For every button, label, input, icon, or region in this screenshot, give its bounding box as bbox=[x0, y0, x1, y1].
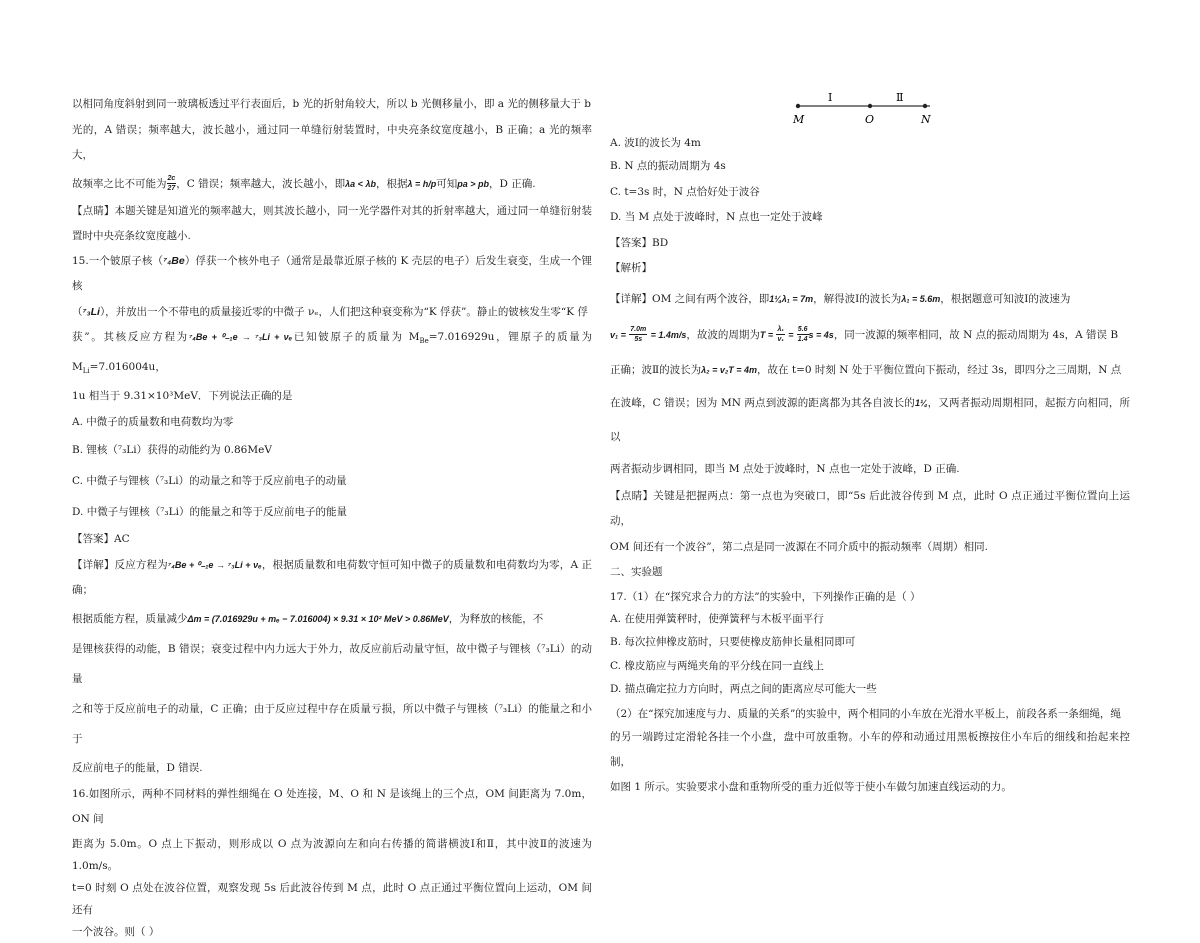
question-15-line: 1u 相当于 9.31×10³MeV．下列说法正确的是 bbox=[72, 390, 293, 403]
tip-paragraph: 【点睛】本题关键是知道光的频率越大，则其波长越小，同一光学器件对其的折射率越大，通过同一单缝衍射装置时中央亮条纹宽度越小. bbox=[72, 204, 592, 242]
detail-line: 【详解】反应方程为⁷₄Be + ⁰₋₁e → ⁷₃Li + νₑ，根据质量数和电荷数守恒可知中微子的质量数和电荷数均为零，A 正确； bbox=[72, 558, 593, 597]
rope-diagram bbox=[790, 90, 950, 128]
detail-line: 正确；波Ⅱ的波长为λ₂ = v₂T = 4m，故在 t=0 时刻 N 处于平衡位置向下振动，经过 3s，即四分之三周期，N 点 bbox=[610, 363, 1122, 376]
answer-16: 【答案】BD bbox=[610, 236, 669, 249]
fraction: $\frac{7.0m}{5s}$ bbox=[630, 326, 647, 343]
option-b: B. N 点的振动周期为 4s bbox=[610, 160, 726, 172]
math-expr: λ = h/p bbox=[407, 178, 437, 189]
detail-line: 之和等于反应前电子的动量，C 正确；由于反应过程中存在质量亏损，所以中微子与锂核（⁷₃Li）的能量之和小于 bbox=[72, 702, 592, 745]
isotope-be: ⁷₄Be bbox=[163, 254, 185, 267]
option-d: D. 中微子与锂核（⁷₃Li）的能量之和等于反应前电子的能量 bbox=[72, 506, 347, 519]
question-17-line: （2）在“探究加速度与力、质量的关系”的实验中，两个相同的小车放在光滑水平板上，前段各系一条细绳，绳 bbox=[610, 707, 1121, 720]
question-15-line: 15.一个铍原子核（⁷₄Be）俘获一个核外电子（通常是最靠近原子核的 K 壳层的电子）后发生衰变，生成一个锂核 bbox=[72, 249, 592, 300]
answer-15: 【答案】AC bbox=[72, 533, 130, 546]
reaction-equation: ⁷₄Be + ⁰₋₁e → ⁷₃Li + νₑ bbox=[188, 332, 293, 342]
point-n bbox=[923, 104, 927, 108]
reaction-equation: ⁷₄Be + ⁰₋₁e → ⁷₃Li + νₑ bbox=[167, 559, 262, 570]
label-wave-i: Ⅰ bbox=[828, 91, 833, 104]
analysis-heading: 【解析】 bbox=[610, 262, 652, 274]
option-c: C. 橡皮筋应与两绳夹角的平分线在同一直线上 bbox=[610, 660, 824, 672]
right-column bbox=[610, 92, 1130, 798]
math-expr: λ₂ = v₂T = 4m bbox=[701, 364, 758, 375]
point-o bbox=[868, 104, 872, 108]
point-m bbox=[796, 104, 800, 108]
option-d: D. 描点确定拉力方向时，两点之间的距离应尽可能大一些 bbox=[610, 683, 877, 695]
detail-line: 【详解】OM 之间有两个波谷，即1¼λ₁ = 7m，解得波Ⅰ的波长为λ₁ = 5.6m，根据题意可知波Ⅰ的波速为 bbox=[610, 292, 1071, 305]
detail-line: v₁ = $\frac{7.0m}{5s}$ = 1.4m/s，故波的周期为T = $\frac{\text{λ₁}}{\text{v₁}}$ = $\frac{5.6}{1.4}$ s = 4s，同一波源的频率相同，故 N 点的振动周期为 4s，A 错误 B bbox=[610, 326, 1119, 343]
detail-line: 两者振动步调相同，即当 M 点处于波峰时，N 点也一定处于波峰，D 正确. bbox=[610, 462, 960, 475]
label-m: M bbox=[793, 113, 805, 126]
text-line: 光的，A 错误；频率越大，波长越小，通过同一单缝衍射装置时，中央亮条纹宽度越小，B 正确；a 光的频率大， bbox=[72, 123, 592, 161]
left-column bbox=[72, 92, 592, 943]
question-16-line: 一个波谷。则（ ） bbox=[72, 925, 160, 938]
text-line bbox=[72, 169, 592, 199]
text-span: 故频率之比不可能为 bbox=[72, 177, 167, 190]
fraction: $\frac{5.6}{1.4}$ bbox=[797, 326, 808, 343]
math-expr: λa < λb bbox=[345, 178, 376, 189]
question-17-line: 的另一端跨过定滑轮各挂一个小盘，盘中可放重物。小车的停和动通过用黑板擦按住小车后的细线和抬起来控制， bbox=[610, 730, 1130, 768]
label-wave-ii: Ⅱ bbox=[896, 91, 904, 104]
text-line: 以相同角度斜射到同一玻璃板透过平行表面后，b 光的折射角较大，所以 b 光侧移量小，即 a 光的侧移量大于 b bbox=[72, 98, 591, 110]
question-16-line: t=0 时刻 O 点处在波谷位置，观察发现 5s 后此波谷传到 M 点，此时 O 点正通过平衡位置向上运动，OM 间还有 bbox=[72, 881, 592, 916]
tip-line: OM 间还有一个波谷”，第二点是同一波源在不同介质中的振动频率（周期）相同. bbox=[610, 540, 988, 553]
fraction: $\frac{2c}{27}$ bbox=[167, 175, 176, 192]
mass-defect-equation: Δm = (7.016929u + mₑ − 7.016004) × 9.31 × 10² MeV > 0.86MeV bbox=[187, 613, 449, 624]
question-15-line: （⁷₃Li），并放出一个不带电的质量接近零的中微子 νₑ，人们把这种衰变称为“K 俘获”。静止的铍核发生零“K 俘 bbox=[72, 300, 592, 326]
option-a: A. 在使用弹簧秤时，使弹簧秤与木板平面平行 bbox=[610, 612, 824, 625]
fraction: $\frac{\text{λ₁}}{\text{v₁}}$ bbox=[777, 326, 784, 343]
option-c: C. t=3s 时，N 点恰好处于波谷 bbox=[610, 185, 760, 198]
section-heading: 二、实验题 bbox=[610, 566, 663, 578]
text-span: ，根据 bbox=[375, 177, 408, 190]
label-n: N bbox=[921, 113, 931, 126]
math-expr: pa > pb bbox=[457, 178, 489, 189]
math-expr: λ₁ = 5.6m bbox=[901, 293, 941, 304]
option-b: B. 锂核（⁷₃Li）获得的动能约为 0.86MeV bbox=[72, 444, 272, 457]
option-d: D. 当 M 点处于波峰时，N 点也一定处于波峰 bbox=[610, 211, 823, 223]
text-span: ，D 正确. bbox=[488, 177, 536, 190]
question-16-line: 16.如图所示，两种不同材料的弹性细绳在 O 处连接，M、O 和 N 是该绳上的三个点，OM 间距离为 7.0m，ON 间 bbox=[72, 787, 592, 826]
text-span: ，C 错误；频率越大，波长越小，即 bbox=[176, 177, 346, 190]
detail-line: 根据质能方程，质量减少Δm = (7.016929u + mₑ − 7.016004) × 9.31 × 10² MeV > 0.86MeV，为释放的核能，不 bbox=[72, 612, 544, 625]
math-expr: 1¼ bbox=[914, 397, 928, 408]
label-o: O bbox=[865, 113, 875, 126]
option-c: C. 中微子与锂核（⁷₃Li）的动量之和等于反应前电子的动量 bbox=[72, 475, 347, 488]
option-a: A. 中微子的质量数和电荷数均为零 bbox=[72, 415, 234, 428]
option-a: A. 波Ⅰ的波长为 4m bbox=[610, 137, 701, 149]
question-16-line: 距离为 5.0m。O 点上下振动，则形成以 O 点为波源向左和向右传播的简谐横波Ⅰ和Ⅱ，其中波Ⅱ的波速为 1.0m/s。 bbox=[72, 837, 592, 872]
detail-line: 反应前电子的能量，D 错误. bbox=[72, 761, 203, 774]
detail-line: 是锂核获得的动能，B 错误；衰变过程中内力远大于外力，故反应前后动量守恒，故中微子与锂核（⁷₃Li）的动量 bbox=[72, 642, 592, 685]
question-17-line: 如图 1 所示。实验要求小盘和重物所受的重力近似等于使小车做匀加速直线运动的力。 bbox=[610, 780, 1012, 793]
question-15-line: 获”。其核反应方程为⁷₄Be + ⁰₋₁e → ⁷₃Li + νₑ已知铍原子的质量为 $M_{Be}=7.016929u$，锂原子的质量为 $M_{Li}=7.016004u$， bbox=[72, 331, 592, 375]
option-b: B. 每次拉伸橡皮筋时，只要使橡皮筋伸长量相同即可 bbox=[610, 635, 856, 648]
text-span: 可知 bbox=[436, 177, 458, 190]
question-17-line: 17.（1）在“探究求合力的方法”的实验中，下列操作正确的是（ ） bbox=[610, 590, 921, 603]
tip-line: 【点睛】关键是把握两点：第一点也为突破口，即“5s 后此波谷传到 M 点，此时 O 点正通过平衡位置向上运动， bbox=[610, 489, 1130, 527]
math-expr: 1¼λ₁ = 7m bbox=[769, 293, 814, 304]
isotope-li: ⁷₃Li bbox=[82, 305, 100, 318]
detail-line: 在波峰，C 错误；因为 MN 两点到波源的距离都为其各自波长的1¼，又两者振动周期相同，起振方向相同，所以 bbox=[610, 396, 1130, 443]
